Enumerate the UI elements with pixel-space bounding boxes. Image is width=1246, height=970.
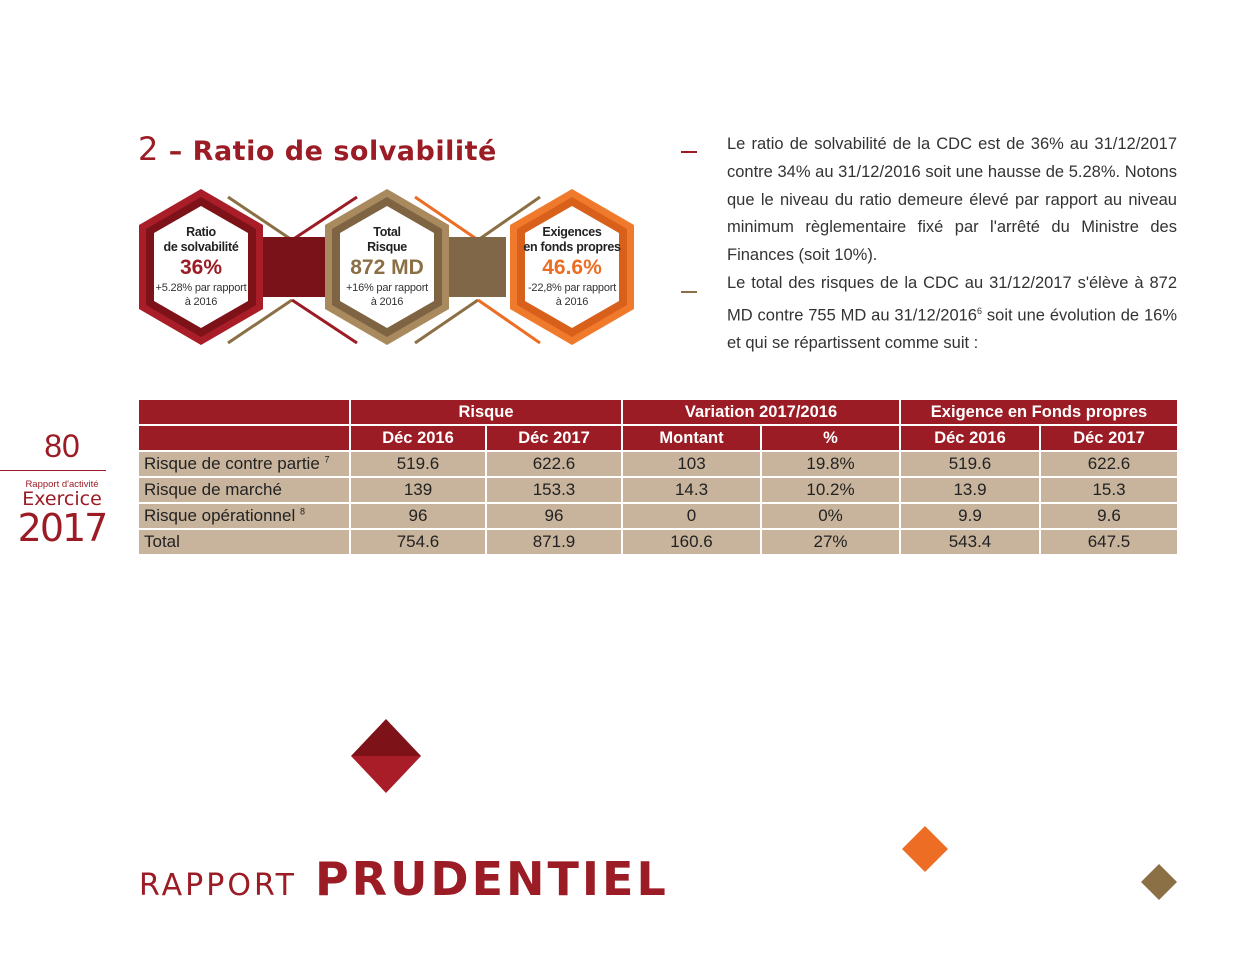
table-cell: 622.6	[486, 451, 622, 477]
bullet-dash-2	[681, 291, 697, 293]
table-cell: 871.9	[486, 529, 622, 555]
row-label	[138, 451, 350, 477]
footnote-7: 7	[324, 454, 330, 465]
kpi-exigences	[512, 225, 632, 309]
table-cell: 19.8%	[761, 451, 900, 477]
table-cell: 9.9	[900, 503, 1040, 529]
kpi-value: 36%	[179, 256, 223, 279]
kpi-ratio	[141, 225, 261, 309]
footer-prudentiel: PRUDENTIEL	[314, 852, 669, 906]
table-corner-cell	[138, 425, 350, 451]
header-variation: Variation 2017/2016	[622, 399, 900, 425]
report-label: Rapport d'activité	[25, 479, 99, 490]
subheader-cell: Montant	[622, 425, 761, 451]
sidebar-divider	[0, 470, 106, 471]
row-label-text: Risque opérationnel	[144, 506, 296, 525]
connector-band-1-fill	[263, 237, 323, 297]
footer-title	[139, 852, 669, 906]
row-label: Risque de marché	[138, 477, 350, 503]
subheader-cell: Déc 2017	[1040, 425, 1178, 451]
paragraph-total-risques	[727, 270, 1177, 358]
footnote-6: 6	[977, 305, 983, 316]
row-label: Total	[138, 529, 350, 555]
row-label-text: Risque de contre partie	[144, 454, 320, 473]
table-cell: 160.6	[622, 529, 761, 555]
diamond-brown	[1141, 864, 1177, 900]
subheader-cell: Déc 2017	[486, 425, 622, 451]
kpi-label: de solvabilité	[163, 240, 239, 254]
risk-table	[137, 398, 1179, 556]
kpi-label: Total	[373, 225, 401, 239]
header-risque: Risque	[350, 399, 622, 425]
kpi-label: Ratio	[186, 225, 216, 239]
paragraph-total-tail: soit une évolution de 16% et qui se répartissent comme suit :	[727, 306, 1177, 353]
footnote-8: 8	[299, 506, 305, 517]
table-sub-header-row	[138, 425, 1178, 451]
paragraph-ratio: Le ratio de solvabilité de la CDC est de 36% au 31/12/2017 contre 34% au 31/12/2016 soit une hausse de 5.28%. Notons que le niveau du ratio demeure élevé par rapport au niveau minimum règlementaire fixé par l'arrêté du Ministre des Finances (soit 10%).	[727, 135, 1177, 265]
kpi-change-year: à 2016	[184, 296, 218, 308]
table-cell: 543.4	[900, 529, 1040, 555]
table-group-header-row	[138, 399, 1178, 425]
table-cell: 14.3	[622, 477, 761, 503]
kpi-change: +16% par rapport	[345, 282, 429, 294]
footer-rapport: RAPPORT	[139, 868, 297, 903]
table-cell: 153.3	[486, 477, 622, 503]
table-cell: 96	[350, 503, 486, 529]
bullet-dash-1	[681, 151, 697, 153]
section-title-text: – Ratio de solvabilité	[168, 136, 497, 167]
table-cell: 139	[350, 477, 486, 503]
row-label	[138, 503, 350, 529]
table-corner-cell	[138, 399, 350, 425]
table-cell: 0	[622, 503, 761, 529]
kpi-change: -22,8% par rapport	[527, 282, 617, 294]
section-number: 2	[138, 130, 159, 168]
table-cell: 0%	[761, 503, 900, 529]
table-cell: 622.6	[1040, 451, 1178, 477]
page-number: 80	[44, 428, 80, 464]
kpi-change-year: à 2016	[555, 296, 589, 308]
table-row	[138, 451, 1178, 477]
kpi-total-risque	[327, 225, 447, 309]
subheader-cell: %	[761, 425, 900, 451]
table-cell: 27%	[761, 529, 900, 555]
connector-band-2-fill	[440, 237, 506, 297]
table-row	[138, 503, 1178, 529]
table-cell: 519.6	[350, 451, 486, 477]
exercise-label: Exercice	[22, 488, 102, 510]
section-title	[138, 130, 497, 168]
table-cell: 519.6	[900, 451, 1040, 477]
table-cell: 103	[622, 451, 761, 477]
table-cell: 754.6	[350, 529, 486, 555]
subheader-cell: Déc 2016	[350, 425, 486, 451]
kpi-change: +5.28% par rapport	[155, 282, 247, 294]
kpi-value: 872 MD	[350, 256, 424, 279]
table-cell: 96	[486, 503, 622, 529]
table-cell: 9.6	[1040, 503, 1178, 529]
paragraph-total-text: Le total des risques de la CDC au 31/12/2017 s'élève à 872 MD contre 755 MD au 31/12/2016	[727, 274, 1177, 325]
kpi-label: Risque	[367, 240, 407, 254]
table-cell: 10.2%	[761, 477, 900, 503]
exercise-year: 2017	[17, 506, 107, 550]
diamond-large-red	[351, 719, 421, 793]
table-cell: 15.3	[1040, 477, 1178, 503]
diamond-orange	[902, 826, 948, 872]
kpi-change-year: à 2016	[370, 296, 404, 308]
table-cell: 13.9	[900, 477, 1040, 503]
kpi-label: en fonds propres	[523, 240, 621, 254]
kpi-label: Exigences	[542, 225, 602, 239]
table-cell: 647.5	[1040, 529, 1178, 555]
table-row	[138, 477, 1178, 503]
header-exigence: Exigence en Fonds propres	[900, 399, 1178, 425]
subheader-cell: Déc 2016	[900, 425, 1040, 451]
kpi-value: 46.6%	[542, 256, 602, 279]
table-row-total	[138, 529, 1178, 555]
